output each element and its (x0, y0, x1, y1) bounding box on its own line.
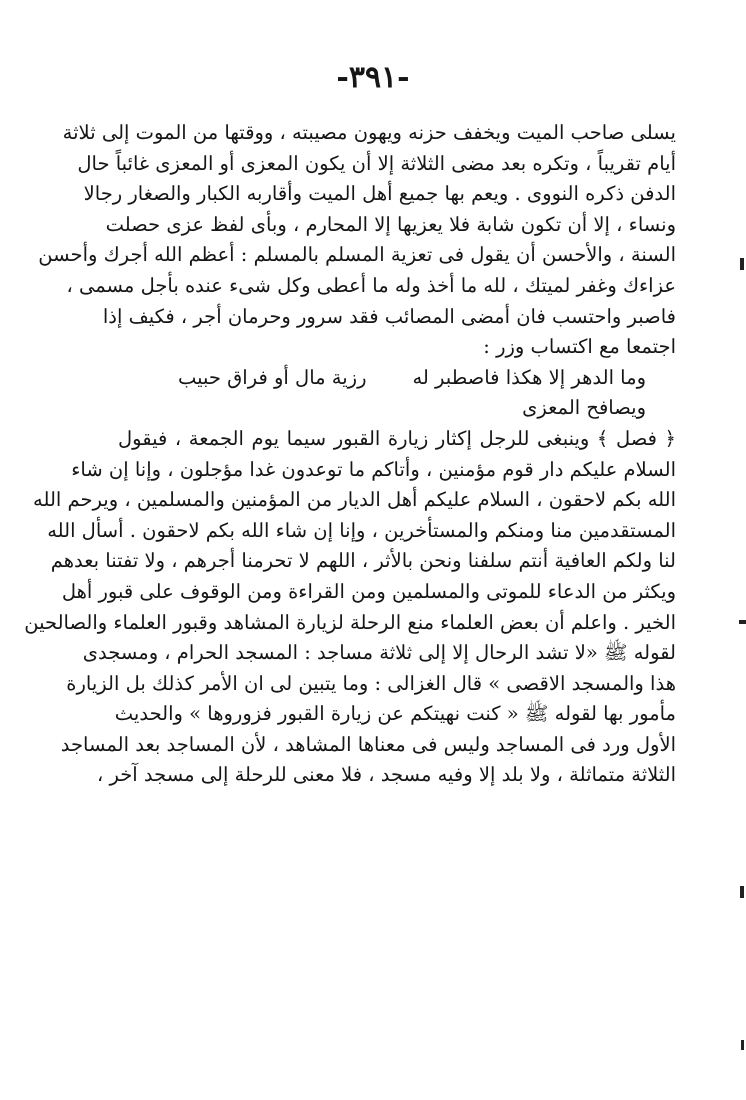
poetry-verse (118, 363, 676, 394)
text-line: ونساء ، إلا أن تكون شابة فلا يعزيها إلا المحارم ، وبأى لفظ عزى حصلت (105, 212, 676, 236)
text-line: المستقدمين منا ومنكم والمستأخرين ، وإنا إن شاء الله بكم لاحقون . أسأل الله (47, 518, 676, 542)
text-line: الثلاثة متماثلة ، ولا بلد إلا وفيه مسجد ، فلا معنى للرحلة إلى مسجد آخر ، (96, 763, 676, 787)
scan-mark (740, 258, 744, 270)
text-line: الخير . واعلم أن بعض العلماء منع الرحلة لزيارة المشاهد وقبور العلماء والصالحين (24, 610, 676, 634)
section-heading-line: ﴿ فصل ﴾ وينبغى للرجل إكثار زيارة القبور سيما يوم الجمعة ، فيقول (118, 426, 676, 450)
text-line: أيام تقريباً ، وتكره بعد مضى الثلاثة إلا أن يكون المعزى أو المعزى غائباً حال (77, 151, 676, 175)
text-line: هذا والمسجد الاقصى » قال الغزالى : وما يتبين لى ان الأمر كذلك بل الزيارة (66, 671, 676, 695)
text-line: السنة ، والأحسن أن يقول فى تعزية المسلم بالمسلم : أعظم الله أجرك وأحسن (38, 243, 676, 267)
text-line: ويصافح المعزى (522, 396, 646, 420)
text-line: لقوله ﷺ «لا تشد الرحال إلا إلى ثلاثة مساجد : المسجد الحرام ، ومسجدى (82, 641, 676, 665)
text-line: يسلى صاحب الميت ويخفف حزنه ويهون مصيبته ، ووقتها من الموت إلى ثلاثة (62, 121, 676, 144)
scan-mark (740, 886, 744, 898)
text-line: الله بكم لاحقون ، السلام عليكم أهل الديار من المؤمنين والمسلمين ، ويرحم الله (33, 488, 676, 512)
text-line: السلام عليكم دار قوم مؤمنين ، وأتاكم ما توعدون غدا مؤجلون ، وإنا إن شاء (71, 457, 676, 481)
scan-mark (739, 620, 746, 624)
text-line: لنا ولكم العافية أنتم سلفنا ونحن بالأثر ، اللهم لا تحرمنا أجرهم ، ولا تفتنا بعدهم (50, 549, 676, 573)
page-number: -٣٩١- (336, 60, 410, 95)
text-line: مأمور بها لقوله ﷺ « كنت نهيتكم عن زيارة القبور فزوروها » والحديث (114, 702, 676, 726)
text-line: اجتمعا مع اكتساب وزر : (483, 335, 676, 359)
verse-first-hemistich: وما الدهر إلا هكذا فاصطبر له (412, 365, 646, 389)
scan-mark (741, 1040, 744, 1050)
text-line: فاصبر واحتسب فان أمضى المصائب فقد سرور وحرمان أجر ، فكيف إذا (102, 304, 676, 328)
verse-second-hemistich: رزية مال أو فراق حبيب (178, 365, 367, 389)
text-line: عزاءك وغفر لميتك ، لله ما أخذ وله ما أعطى وكل شىء عنده بأجل مسمى ، (66, 273, 676, 297)
text-line: ويكثر من الدعاء للموتى والمسلمين ومن القراءة ومن الوقوف على قبور أهل (61, 579, 676, 603)
text-line: الدفن ذكره النووى . ويعم بها جميع أهل الميت وأقاربه الكبار والصغار رجالا (83, 182, 676, 206)
text-line: الأول ورد فى المساجد وليس فى معناها المشاهد ، لأن المساجد بعد المساجد (60, 732, 676, 756)
body-text (24, 118, 676, 791)
